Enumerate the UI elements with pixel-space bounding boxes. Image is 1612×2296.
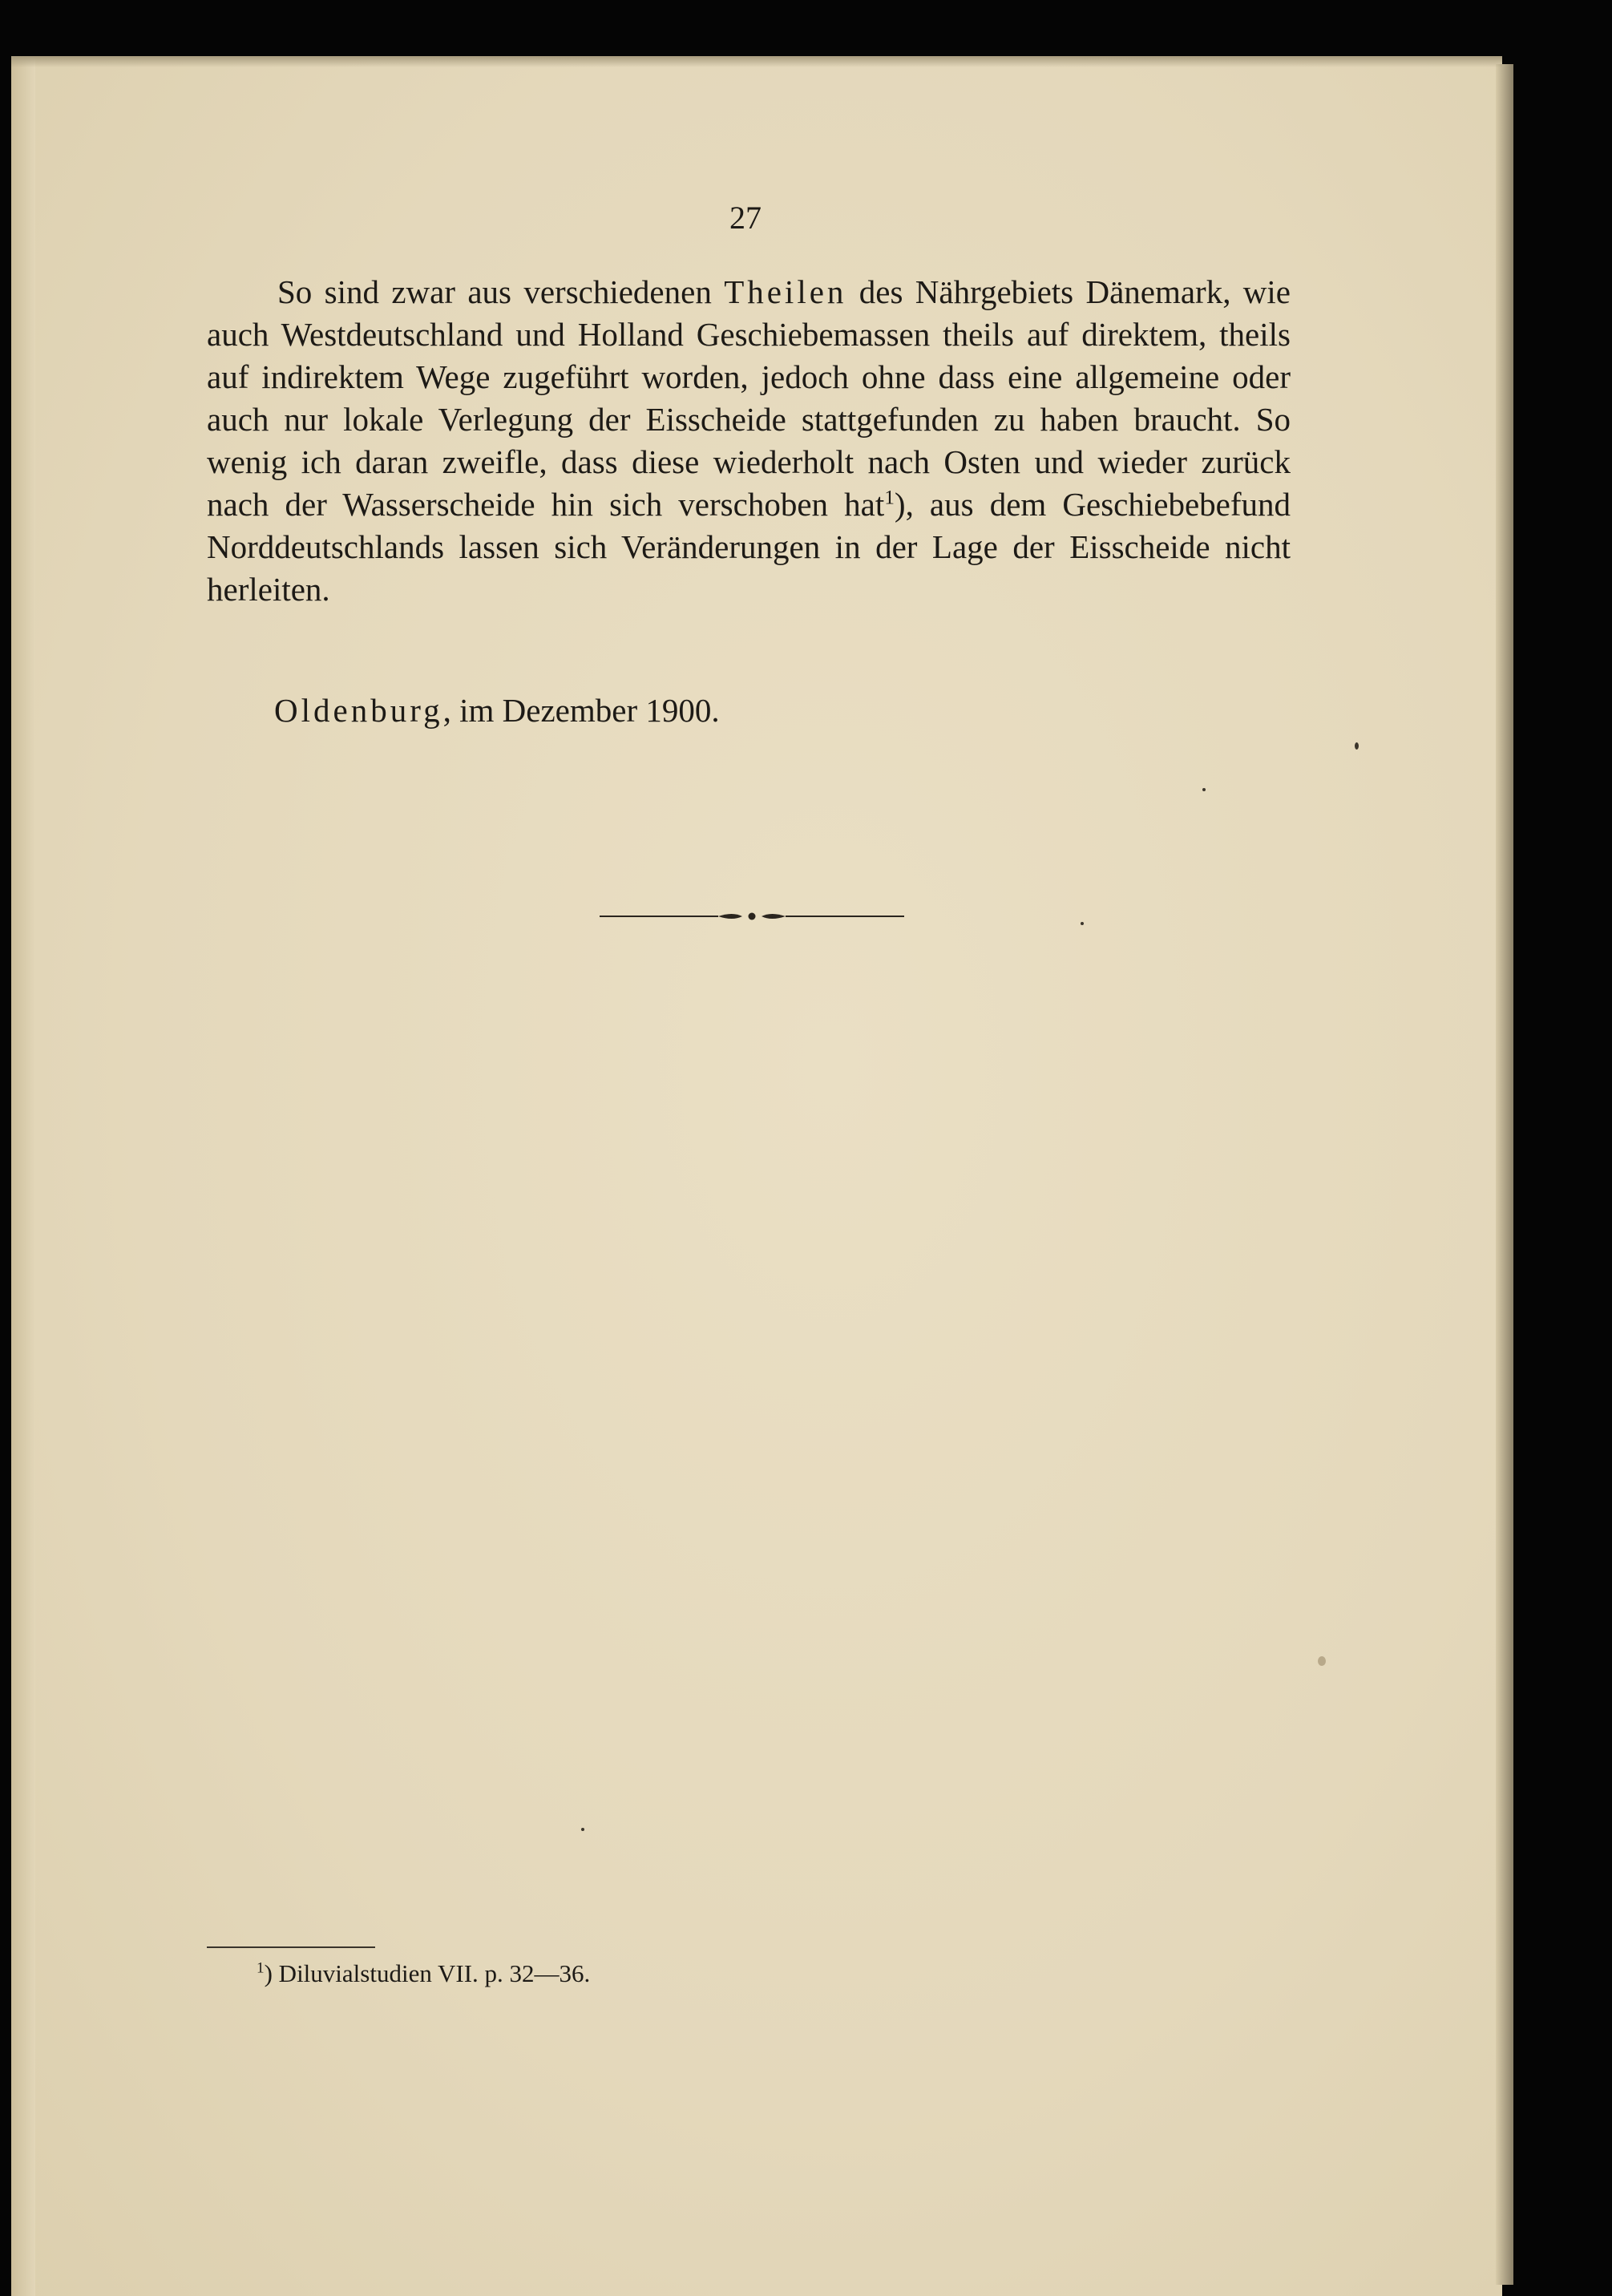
paper-speck <box>1318 1656 1326 1666</box>
page-top-shadow <box>11 56 1502 67</box>
main-paragraph <box>207 271 1291 611</box>
footnote-reference: 1 <box>884 486 895 509</box>
page-edge <box>1496 64 1513 2285</box>
footnote-separator <box>207 1946 375 1948</box>
paper-speck <box>581 1828 584 1831</box>
footnote-text: ) Diluvialstudien VII. p. 32—36. <box>264 1959 591 1987</box>
paragraph-text-start: So sind zwar aus verschiedenen <box>277 273 725 310</box>
paragraph-text-end: ), aus dem Geschiebebefund Norddeutschlands lassen sich Veränderungen in der Lage der Eisscheide nicht herleiten. <box>207 486 1291 608</box>
page-number: 27 <box>729 200 762 236</box>
page-gutter <box>11 56 35 2296</box>
place-name: Oldenburg <box>274 692 443 729</box>
paragraph-text-middle: des Nährgebiets Dänemark, wie auch Westdeutschland und Holland Geschiebemassen theils auf direktem, theils auf indirektem Wege zugeführt worden, jedoch ohne dass eine allgemeine oder auch nur lokale Verlegung der Eisscheide stattgefunden zu haben braucht. So wenig ich daran zweifle, dass diese wiederholt nach Osten und wieder zurück nach der Wasserscheide hin sich verschoben hat <box>207 273 1291 523</box>
date-text: , im Dezember 1900. <box>442 692 720 729</box>
place-date-line <box>274 689 996 732</box>
paper-speck <box>1081 922 1084 925</box>
paper-speck <box>1202 788 1206 791</box>
footnote <box>257 1958 978 1990</box>
paper-speck <box>1355 742 1359 750</box>
emphasized-word: Theilen <box>724 273 847 310</box>
ornamental-divider <box>600 907 904 926</box>
footnote-mark: 1 <box>257 1959 265 1977</box>
